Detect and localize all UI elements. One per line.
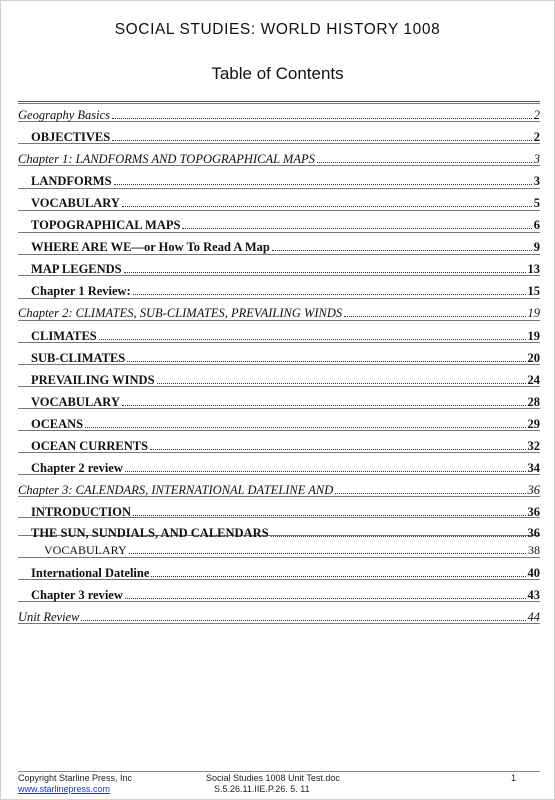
toc-entry[interactable] (18, 609, 540, 625)
toc-top-rule (18, 101, 540, 102)
toc-entry-title: THE SUN, SUNDIALS, AND CALENDARS (31, 526, 269, 540)
dot-leader (344, 315, 525, 317)
toc-entry[interactable] (18, 239, 540, 255)
toc-entry[interactable] (18, 438, 540, 454)
toc-entry-page-number: 36 (527, 526, 540, 540)
footer-page-number: 1 (511, 773, 517, 783)
toc-entry-page-number: 32 (527, 439, 540, 453)
dot-leader (125, 470, 526, 472)
toc-entry-page-number: 29 (527, 417, 540, 431)
toc-entry[interactable] (18, 504, 540, 520)
toc-entry-title: Chapter 1: LANDFORMS AND TOPOGRAPHICAL MAPS (18, 152, 315, 166)
toc-heading: Table of Contents (211, 64, 344, 83)
toc-entry[interactable] (18, 565, 540, 581)
toc-entry-page-number: 3 (533, 152, 540, 166)
dot-leader (182, 227, 531, 229)
toc-entry[interactable] (18, 328, 540, 344)
toc-entry-page-number: 36 (527, 483, 540, 497)
dot-leader (272, 249, 532, 251)
toc-entry-page-number: 15 (527, 284, 540, 298)
toc-entry[interactable] (18, 416, 540, 432)
toc-entry[interactable] (18, 525, 540, 541)
dot-leader (99, 338, 526, 340)
toc-entry[interactable] (18, 151, 540, 167)
toc-entry-page-number: 43 (527, 588, 540, 602)
toc-entry[interactable] (18, 350, 540, 366)
toc-entry-page-number: 3 (533, 174, 540, 188)
dot-leader (271, 535, 526, 537)
toc-entry-page-number: 6 (533, 218, 540, 232)
toc-entry-title: Chapter 1 Review: (31, 284, 131, 298)
dot-leader (129, 552, 526, 554)
toc-entry-title: VOCABULARY (31, 395, 120, 409)
toc-entry[interactable] (18, 460, 540, 476)
toc-entry-page-number: 19 (527, 329, 540, 343)
dot-leader (85, 426, 525, 428)
toc-entry-title: CLIMATES (31, 329, 97, 343)
toc-entry-page-number: 9 (533, 240, 540, 254)
toc-entry-page-number: 38 (528, 543, 540, 557)
toc-entry-page-number: 40 (527, 566, 540, 580)
toc-entry-title: Chapter 2 review (31, 461, 123, 475)
footer-filename: Social Studies 1008 Unit Test.doc (206, 773, 340, 783)
toc-entry[interactable] (18, 129, 540, 145)
dot-leader (81, 619, 525, 621)
toc-entry-title: MAP LEGENDS (31, 262, 122, 276)
toc-entry-title: Chapter 3 review (31, 588, 123, 602)
dot-leader (112, 117, 532, 119)
toc-entry-page-number: 36 (527, 505, 540, 519)
toc-entry[interactable] (18, 107, 540, 123)
toc-entry[interactable] (18, 173, 540, 189)
dot-leader (122, 205, 532, 207)
toc-entry-title: PREVAILING WINDS (31, 373, 155, 387)
footer-copyright: Copyright Starline Press, Inc (18, 773, 133, 783)
toc-entry[interactable] (18, 372, 540, 388)
toc-entry-page-number: 2 (533, 108, 540, 122)
toc-entry[interactable] (18, 542, 540, 558)
toc-entry[interactable] (18, 482, 540, 498)
toc-entry-page-number: 13 (527, 262, 540, 276)
toc-entry[interactable] (18, 283, 540, 299)
toc-entry-page-number: 44 (527, 610, 540, 624)
dot-leader (133, 293, 526, 295)
toc-entry[interactable] (18, 217, 540, 233)
document-title: SOCIAL STUDIES: WORLD HISTORY 1008 (114, 21, 441, 38)
toc-entry[interactable] (18, 195, 540, 211)
dot-leader (112, 139, 532, 141)
toc-entry[interactable] (18, 394, 540, 410)
dot-leader (317, 161, 532, 163)
toc-entry-page-number: 5 (533, 196, 540, 210)
toc-entry-title: OBJECTIVES (31, 130, 111, 144)
dot-leader (114, 183, 532, 185)
dot-leader (150, 448, 525, 450)
footer-website-link[interactable]: www.starlinepress.com (18, 784, 111, 794)
toc-entry-title: INTRODUCTION (31, 505, 132, 519)
toc-entry-title: VOCABULARY (31, 196, 120, 210)
toc-entry-page-number: 24 (527, 373, 540, 387)
dot-leader (122, 404, 526, 406)
toc-entry-title: OCEAN CURRENTS (31, 439, 149, 453)
row-divider (18, 103, 540, 104)
footer-left (18, 773, 132, 795)
toc-entry-page-number: 34 (527, 461, 540, 475)
toc-entry-title: LANDFORMS (31, 174, 112, 188)
dot-leader (335, 492, 525, 494)
toc-entry-title: Unit Review (18, 610, 80, 624)
dot-leader (124, 271, 526, 273)
toc-entry-title: Chapter 3: CALENDARS, INTERNATIONAL DATELINE AND (18, 483, 334, 497)
toc-entry-page-number: 20 (527, 351, 540, 365)
toc-entry-title: OCEANS (31, 417, 84, 431)
toc-entry-title: WHERE ARE WE—or How To Read A Map (31, 240, 270, 254)
toc-entry[interactable] (18, 261, 540, 277)
toc-entry-title: International Dateline (31, 566, 150, 580)
toc-entry-title: VOCABULARY (44, 543, 127, 557)
dot-leader (127, 360, 525, 362)
dot-leader (133, 514, 525, 516)
toc-entry-title: Chapter 2: CLIMATES, SUB-CLIMATES, PREVAILING WINDS (18, 306, 343, 320)
footer-rule (18, 771, 540, 772)
dot-leader (151, 575, 525, 577)
toc-entry-title: Geography Basics (18, 108, 110, 122)
toc-entry-page-number: 28 (527, 395, 540, 409)
dot-leader (125, 597, 526, 599)
footer-center (206, 773, 340, 795)
toc-entry-page-number: 19 (527, 306, 540, 320)
toc-entry-page-number: 2 (533, 130, 540, 144)
toc-entry[interactable] (18, 587, 540, 603)
footer-code: S.5.26.11.IIE.P.26. 5. 11 (214, 784, 310, 794)
toc-entry-title: SUB-CLIMATES (31, 351, 126, 365)
dot-leader (157, 382, 526, 384)
toc-entry[interactable] (18, 305, 540, 321)
toc-entry-title: TOPOGRAPHICAL MAPS (31, 218, 181, 232)
